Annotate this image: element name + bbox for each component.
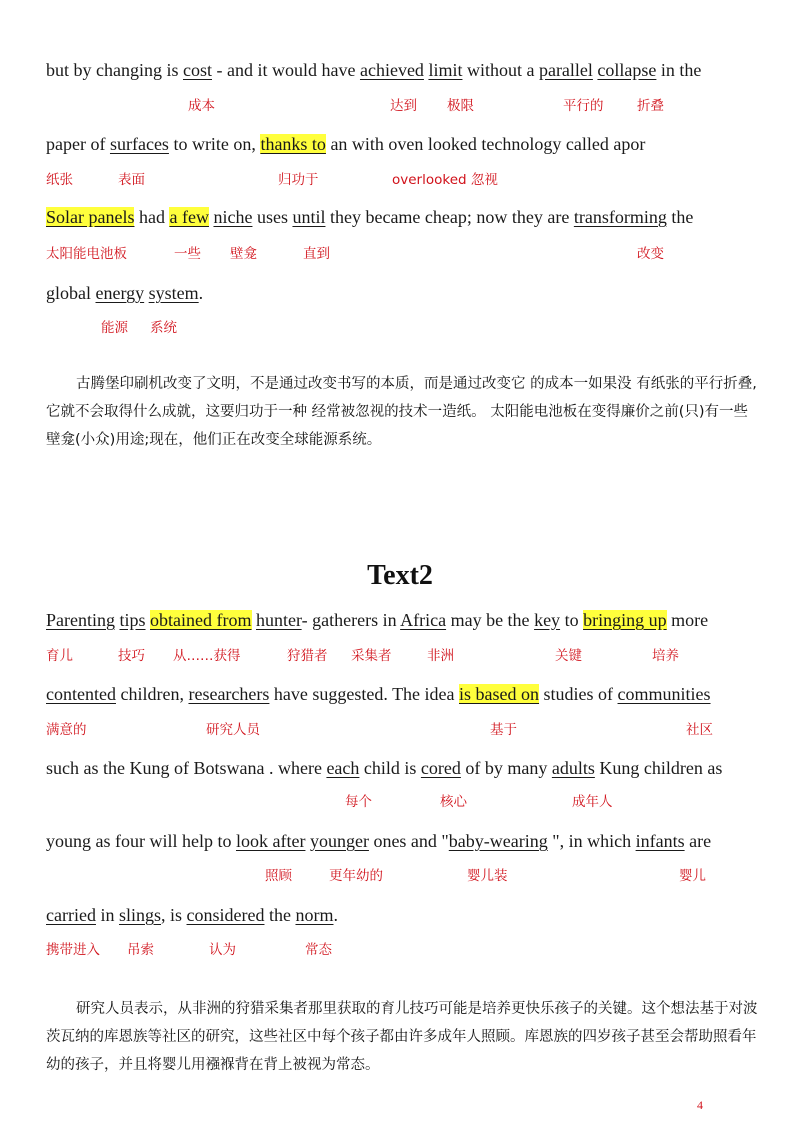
gloss-surfaces: 表面 bbox=[118, 172, 145, 188]
text2-line-3 bbox=[46, 756, 722, 780]
text-run: of by many bbox=[460, 758, 552, 778]
text-run: in bbox=[378, 610, 401, 630]
text-run: global bbox=[46, 283, 96, 303]
gloss-parallel: 平行的 bbox=[563, 98, 604, 114]
gloss-adults: 成年人 bbox=[572, 794, 613, 810]
gloss-africa: 非洲 bbox=[427, 648, 454, 664]
vocab-word: niche bbox=[213, 207, 253, 227]
vocab-word: energy bbox=[95, 283, 145, 303]
text-run: are bbox=[684, 831, 712, 851]
gloss-energy: 能源 bbox=[101, 320, 128, 336]
vocab-word: surfaces bbox=[109, 134, 169, 154]
gloss-system: 系统 bbox=[150, 320, 177, 336]
highlighted-phrase: is based on bbox=[459, 684, 540, 704]
vocab-word: carried bbox=[46, 905, 96, 925]
text-run: may be the bbox=[446, 610, 535, 630]
text-run: Kung children as bbox=[594, 758, 723, 778]
text1-line-1 bbox=[46, 58, 701, 82]
gloss-contented: 满意的 bbox=[46, 722, 87, 738]
text1-line-2 bbox=[46, 132, 645, 156]
text-run: children, bbox=[115, 684, 189, 704]
gloss-each: 每个 bbox=[345, 794, 372, 810]
vocab-word: until bbox=[292, 207, 326, 227]
gloss-parenting: 育儿 bbox=[46, 648, 73, 664]
gloss-thanks-to: 归功于 bbox=[278, 172, 319, 188]
text-run: child is bbox=[359, 758, 421, 778]
gloss-overlooked: overlooked 忽视 bbox=[392, 172, 498, 188]
vocab-word: Africa bbox=[400, 610, 447, 630]
gloss-slings: 吊索 bbox=[127, 942, 154, 958]
gloss-cost: 成本 bbox=[188, 98, 215, 114]
vocab-word: limit bbox=[428, 60, 463, 80]
vocab-word: each bbox=[326, 758, 360, 778]
gloss-look-after: 照顾 bbox=[265, 868, 292, 884]
text-run: - and it would have bbox=[212, 60, 360, 80]
text-run: in bbox=[95, 905, 119, 925]
text-run: in the bbox=[656, 60, 702, 80]
highlighted-phrase: Solar panels bbox=[46, 207, 135, 227]
gloss-is-based-on: 基于 bbox=[490, 722, 517, 738]
gloss-norm: 常态 bbox=[305, 942, 332, 958]
text-run: paper of bbox=[46, 134, 110, 154]
text-run: ones and " bbox=[368, 831, 449, 851]
text-run: young as four will help to bbox=[46, 831, 236, 851]
text-run: uses bbox=[252, 207, 293, 227]
vocab-word: younger bbox=[309, 831, 369, 851]
gloss-tips: 技巧 bbox=[118, 648, 145, 664]
text-run: the bbox=[666, 207, 694, 227]
gloss-obtained-from: 从……获得 bbox=[173, 648, 241, 664]
text2-line-5 bbox=[46, 903, 338, 927]
gloss-bringing-up: 培养 bbox=[652, 648, 679, 664]
gloss-cored: 核心 bbox=[440, 794, 467, 810]
vocab-word: researchers bbox=[188, 684, 270, 704]
highlighted-phrase: bringing up bbox=[583, 610, 667, 630]
vocab-word: considered bbox=[186, 905, 265, 925]
vocab-word: collapse bbox=[597, 60, 657, 80]
gloss-baby-wearing: 婴儿装 bbox=[467, 868, 508, 884]
gloss-carried: 携带进入 bbox=[46, 942, 100, 958]
gloss-collapse: 折叠 bbox=[637, 98, 664, 114]
vocab-word: norm bbox=[295, 905, 334, 925]
text-run: the bbox=[264, 905, 296, 925]
vocab-word: Parenting bbox=[46, 610, 115, 630]
text1-translation: 古腾堡印刷机改变了文明，不是通过改变书写的本质，而是通过改变它 的成本一如果没 有纸张的平行折叠,它就不会取得什么成就，这要归功于一种 经常被忽视的技术一造纸。 太阳能电池板在变得廉价之前(只)有一些壁龛(小众)用途;现在，他们正在改变全球能源系统。 bbox=[46, 376, 757, 448]
text-run: more bbox=[666, 610, 709, 630]
gloss-infants: 婴儿 bbox=[679, 868, 706, 884]
text-run: to write on, bbox=[168, 134, 261, 154]
text2-line-4 bbox=[46, 829, 711, 853]
vocab-word: cored bbox=[420, 758, 461, 778]
gloss-a-few: 一些 bbox=[174, 246, 201, 262]
text2-line-1 bbox=[46, 608, 708, 632]
vocab-word: key bbox=[534, 610, 561, 630]
vocab-word: achieved bbox=[359, 60, 424, 80]
vocab-word: tips bbox=[119, 610, 146, 630]
vocab-word: adults bbox=[551, 758, 595, 778]
gloss-paper: 纸张 bbox=[46, 172, 73, 188]
text-run: . bbox=[198, 283, 204, 303]
section-title: Text2 bbox=[367, 560, 433, 591]
vocab-word: system bbox=[148, 283, 199, 303]
gloss-solar-panels: 太阳能电池板 bbox=[46, 246, 127, 262]
text-run: but by changing is bbox=[46, 60, 183, 80]
gloss-communities: 社区 bbox=[686, 722, 713, 738]
vocab-word: baby-wearing bbox=[448, 831, 548, 851]
gloss-key: 关键 bbox=[555, 648, 582, 664]
vocab-word: communities bbox=[617, 684, 711, 704]
vocab-word: slings bbox=[118, 905, 161, 925]
vocab-word: transforming bbox=[573, 207, 667, 227]
text-run: - gatherers bbox=[301, 610, 379, 630]
text1-line-4 bbox=[46, 281, 203, 305]
text2-line-2 bbox=[46, 682, 711, 706]
text-run: . bbox=[333, 905, 338, 925]
gloss-niche: 壁龛 bbox=[230, 246, 257, 262]
text-run: have suggested. The idea bbox=[269, 684, 460, 704]
text-run: studies of bbox=[539, 684, 618, 704]
text2-translation: 研究人员表示，从非洲的狩猎采集者那里获取的育儿技巧可能是培养更快乐孩子的关键。这个想法基于对波茨瓦纳的库恩族等社区的研究，这些社区中每个孩子都由许多成年人照顾。库恩族的四岁孩子甚至会帮助照看年幼的孩子，并且将婴儿用襁褓背在背上被视为常态。 bbox=[46, 1001, 758, 1073]
text-run: ", in which bbox=[547, 831, 636, 851]
vocab-word: cost bbox=[183, 60, 212, 80]
gloss-younger: 更年幼的 bbox=[329, 868, 383, 884]
text-run: to bbox=[560, 610, 584, 630]
highlighted-phrase: obtained from bbox=[150, 610, 252, 630]
gloss-researchers: 研究人员 bbox=[206, 722, 260, 738]
gloss-transforming: 改变 bbox=[637, 246, 664, 262]
highlighted-phrase: thanks to bbox=[260, 134, 326, 154]
text-run: , is bbox=[161, 905, 187, 925]
gloss-until: 直到 bbox=[303, 246, 330, 262]
text-run: such as the Kung of Botswana . where bbox=[46, 758, 327, 778]
text-run: without a bbox=[462, 60, 539, 80]
gloss-gatherers: 采集者 bbox=[351, 648, 392, 664]
gloss-hunter: 狩猎者 bbox=[287, 648, 328, 664]
text-run: they became cheap; now they are bbox=[325, 207, 574, 227]
page-number: 4 bbox=[697, 1098, 703, 1112]
highlighted-phrase: a few bbox=[169, 207, 209, 227]
vocab-word: look after bbox=[235, 831, 306, 851]
text1-line-3 bbox=[46, 205, 693, 229]
gloss-considered: 认为 bbox=[209, 942, 236, 958]
vocab-word: infants bbox=[635, 831, 685, 851]
vocab-word: contented bbox=[46, 684, 116, 704]
gloss-achieved: 达到 bbox=[390, 98, 417, 114]
gloss-limit: 极限 bbox=[447, 98, 474, 114]
vocab-word: hunter bbox=[256, 610, 302, 630]
text-run: had bbox=[134, 207, 170, 227]
text-run: an with oven looked technology called apor bbox=[325, 134, 646, 154]
vocab-word: parallel bbox=[538, 60, 593, 80]
